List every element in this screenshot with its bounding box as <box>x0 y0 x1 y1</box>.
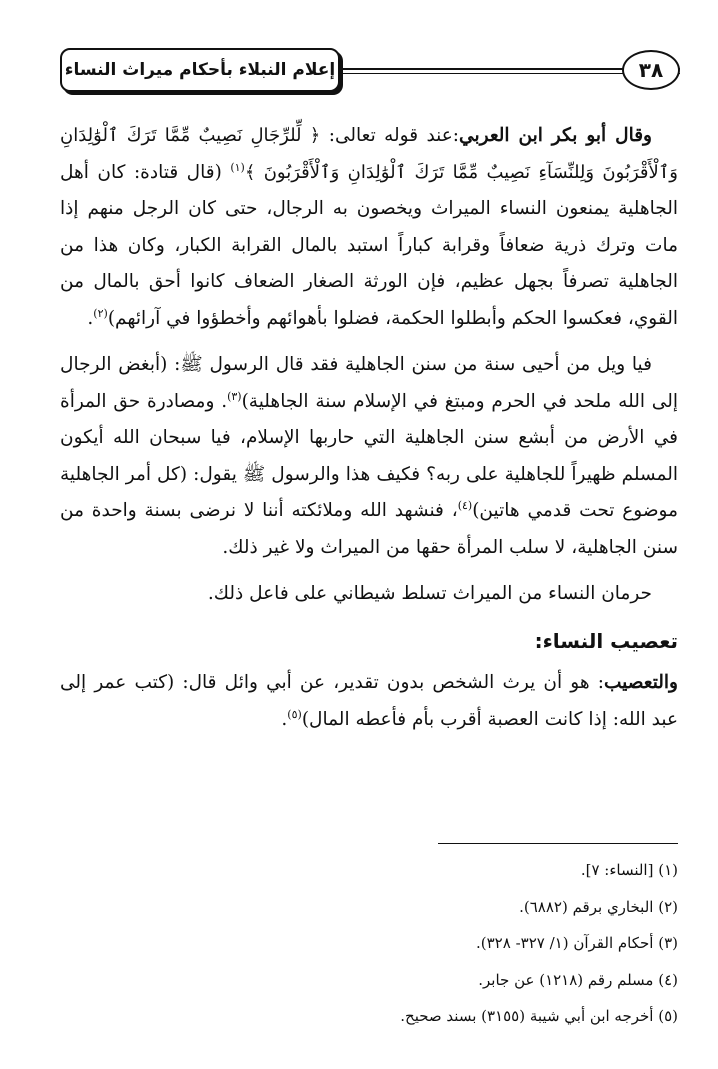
footnote-5: (٥) أخرجه ابن أبي شيبة (٣١٥٥) بسند صحيح. <box>400 1007 678 1025</box>
term-definition-lead: والتعصيب <box>603 672 678 693</box>
book-title-frame <box>60 48 340 92</box>
qatada-quote: (قال قتادة: كان أهل الجاهلية يمنعون النساء الميراث ويخصون به الرجال، حتى كان الرجل منهم إذا مات وترك ذرية ضعافاً وقرابة كباراً استبد بالمال القرابة الكبار، وكان هذا من الجاهلية تصرفاً بجهل عظيم، فإن الورثة الصغار الضعاف كانوا أحق بالمال من القوي، فعكسوا الحكم وأبطلوا الحكمة، فضلوا بأهوائهم وأخطؤوا في آرائهم) <box>60 161 678 329</box>
speaker-name: وقال أبو بكر ابن العربي <box>459 125 652 146</box>
footnote-1: (١) [النساء: ٧]. <box>580 861 678 879</box>
footnote-separator <box>438 843 678 844</box>
definition-text: : هو أن يرث الشخص بدون تقدير، عن أبي وائل قال: (كتب عمر إلى عبد الله: إذا كانت العصبة أقرب بأم فأعطه المال) <box>60 672 678 730</box>
footnote-ref-1[interactable]: (١) <box>230 160 245 174</box>
page-number: ٣٨ <box>638 58 664 82</box>
section-heading: تعصيب النساء: <box>534 628 678 653</box>
footnote-ref-4[interactable]: (٤) <box>457 498 473 512</box>
footnote-3: (٣) أحكام القرآن (١/ ٣٢٧- ٣٢٨). <box>476 934 678 952</box>
footnote-2: (٢) البخاري برقم (٦٨٨٢). <box>519 897 678 916</box>
footnote-4: (٤) مسلم رقم (١٢١٨) عن جابر. <box>478 970 678 989</box>
paragraph-text-end: ، فنشهد الله وملائكته أننا لا نرضى بسنة واحدة من سنن الجاهلية، لا سلب المرأة حقها من الميراث ولا غير ذلك. <box>60 500 678 558</box>
book-title: إعلام النبلاء بأحكام ميراث النساء <box>64 60 336 80</box>
footnote-ref-5[interactable]: (٥) <box>287 707 302 721</box>
footnotes <box>60 852 678 1035</box>
paragraph-text: حرمان النساء من الميراث تسلط شيطاني على فاعل ذلك. <box>207 583 652 604</box>
running-header <box>60 46 680 98</box>
quote-intro: :عند قوله تعالى: <box>320 125 460 146</box>
paragraph-end: . <box>281 708 288 730</box>
paragraph-jahiliyya <box>60 347 678 566</box>
paragraph-deprivation <box>60 576 678 613</box>
footnote-ref-2[interactable]: (٢) <box>93 306 108 320</box>
page-number-badge <box>622 50 680 90</box>
main-text <box>60 118 678 748</box>
paragraph-text: . ومصادرة حق المرأة في الأرض من أبشع سنن الجاهلية التي حاربها الإسلام، فيا سبحان الله أيكون المسلم ظهيراً للجاهلية على ربه؟ فكيف هذا والرسول ﷺ يقول: (كل أمر الجاهلية موضوع تحت قدمي هاتين) <box>60 390 678 521</box>
footnote-ref-3[interactable]: (٣) <box>227 389 242 403</box>
paragraph-end: . <box>87 307 94 329</box>
hadith-quote: فيا ويل من أحيى سنة من سنن الجاهلية فقد قال الرسول ﷺ: (أبغض الرجال إلى الله ملحد في الحرم ومبتغ في الإسلام سنة الجاهلية) <box>60 354 678 412</box>
paragraph-taasib <box>60 665 678 738</box>
paragraph-ibn-alarabi <box>60 118 678 337</box>
quran-verse: ﴿ لِّلرِّجَالِ نَصِيبٌ مِّمَّا تَرَكَ ٱلْوَٰلِدَانِ وَٱلْأَقْرَبُونَ وَلِلنِّسَآءِ نَصِيبٌ مِّمَّا تَرَكَ ٱلْوَٰلِدَانِ وَٱلْأَقْرَبُونَ ﴾ <box>60 125 678 183</box>
